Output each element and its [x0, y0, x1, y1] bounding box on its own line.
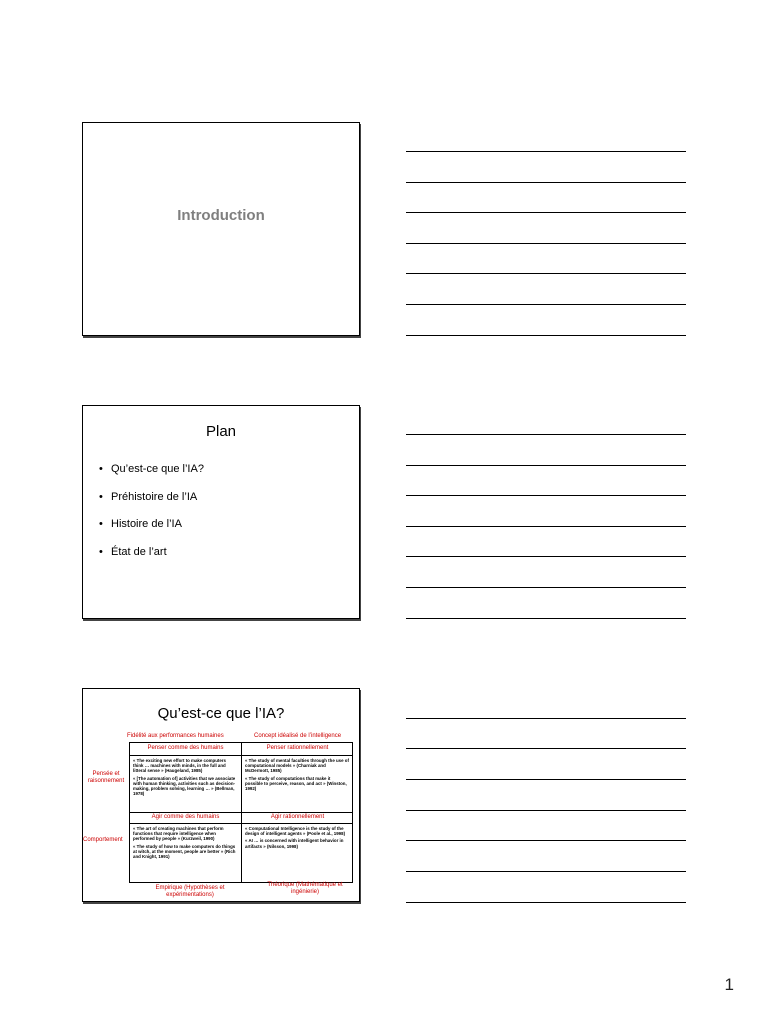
note-line	[406, 810, 686, 811]
bullet-list	[99, 462, 204, 572]
quote: « [The automation of] activities that we associate with human thinking, activities such as decision-making, problem solving, learning … » (Bellman, 1978)	[133, 775, 236, 797]
quote: « The study of mental faculties through the use of computational models » (Charniak and McDermott, 1985)	[245, 758, 349, 774]
note-line	[406, 335, 686, 336]
ai-definitions-table	[129, 742, 353, 883]
column-header-left: Fidélité aux performances humaines	[127, 733, 224, 739]
note-line	[406, 902, 686, 903]
note-line	[406, 526, 686, 527]
note-line	[406, 840, 686, 841]
quote: « Computational Intelligence is the study of the design of intelligent agents » (Poole et al., 1998)	[245, 826, 346, 837]
note-line	[406, 182, 686, 183]
bullet-item: • État de l’art	[99, 545, 204, 573]
slide-title: Plan	[205, 423, 237, 440]
quote: « The exciting new effort to make computers think … machines with minds, in the full and litteral sense » (Haugeland, 1985)	[133, 758, 226, 774]
bullet-item: • Histoire de l’IA	[99, 517, 204, 545]
table-divider	[130, 812, 352, 813]
note-line	[406, 495, 686, 496]
slide-title: Qu’est-ce que l’IA?	[157, 705, 285, 722]
note-line	[406, 273, 686, 274]
table-cell	[245, 826, 349, 851]
bullet-item: • Qu’est-ce que l’IA?	[99, 462, 204, 490]
bullet-item: • Préhistoire de l’IA	[99, 490, 204, 518]
cell-header: Agir rationnellement	[270, 814, 325, 820]
note-line	[406, 465, 686, 466]
cell-header: Penser rationnellement	[266, 745, 329, 751]
cell-header: Penser comme des humains	[147, 745, 224, 751]
table-cell	[245, 758, 349, 793]
quote: « The study of how to make computers do things at witch, at the moment, people are better » (Rich and Knight, 1991)	[133, 843, 236, 860]
table-cell	[133, 826, 237, 861]
note-line	[406, 434, 686, 435]
note-line	[406, 151, 686, 152]
quote: « AI … is concerned with intelligent behavior in artifacts » (Nilsson, 1998)	[245, 838, 344, 849]
note-line	[406, 748, 686, 749]
quote: « The study of computations that make it possible to perceive, reason, and act » (Winston, 1992)	[245, 775, 347, 792]
footer-left: Empirique (Hypothèses et expérimentations)	[155, 885, 225, 898]
table-divider	[130, 823, 352, 824]
table-cell	[133, 758, 237, 798]
note-line	[406, 304, 686, 305]
table-divider	[130, 755, 352, 756]
note-line	[406, 871, 686, 872]
row-label-bottom: Comportement	[83, 837, 123, 843]
note-line	[406, 587, 686, 588]
row-label-top: Pensée et raisonnement	[87, 771, 125, 784]
column-header-right: Concept idéalisé de l’intelligence	[254, 733, 342, 739]
note-line	[406, 718, 686, 719]
note-line	[406, 556, 686, 557]
slide-plan	[82, 405, 360, 619]
slide-title: Introduction	[177, 207, 265, 224]
cell-header: Agir comme des humains	[151, 814, 220, 820]
page-number: 1	[724, 975, 734, 994]
footer-right: Théorique (Mathématique et ingénierie)	[267, 882, 343, 895]
slide-quest-ce-que-ia	[82, 688, 360, 902]
note-line	[406, 212, 686, 213]
note-line	[406, 243, 686, 244]
slide-introduction	[82, 122, 360, 336]
note-line	[406, 618, 686, 619]
quote: « The art of creating machines that perform functions that require intelligence when performed by people » (Kurzweil, 1990)	[133, 826, 224, 842]
note-line	[406, 779, 686, 780]
